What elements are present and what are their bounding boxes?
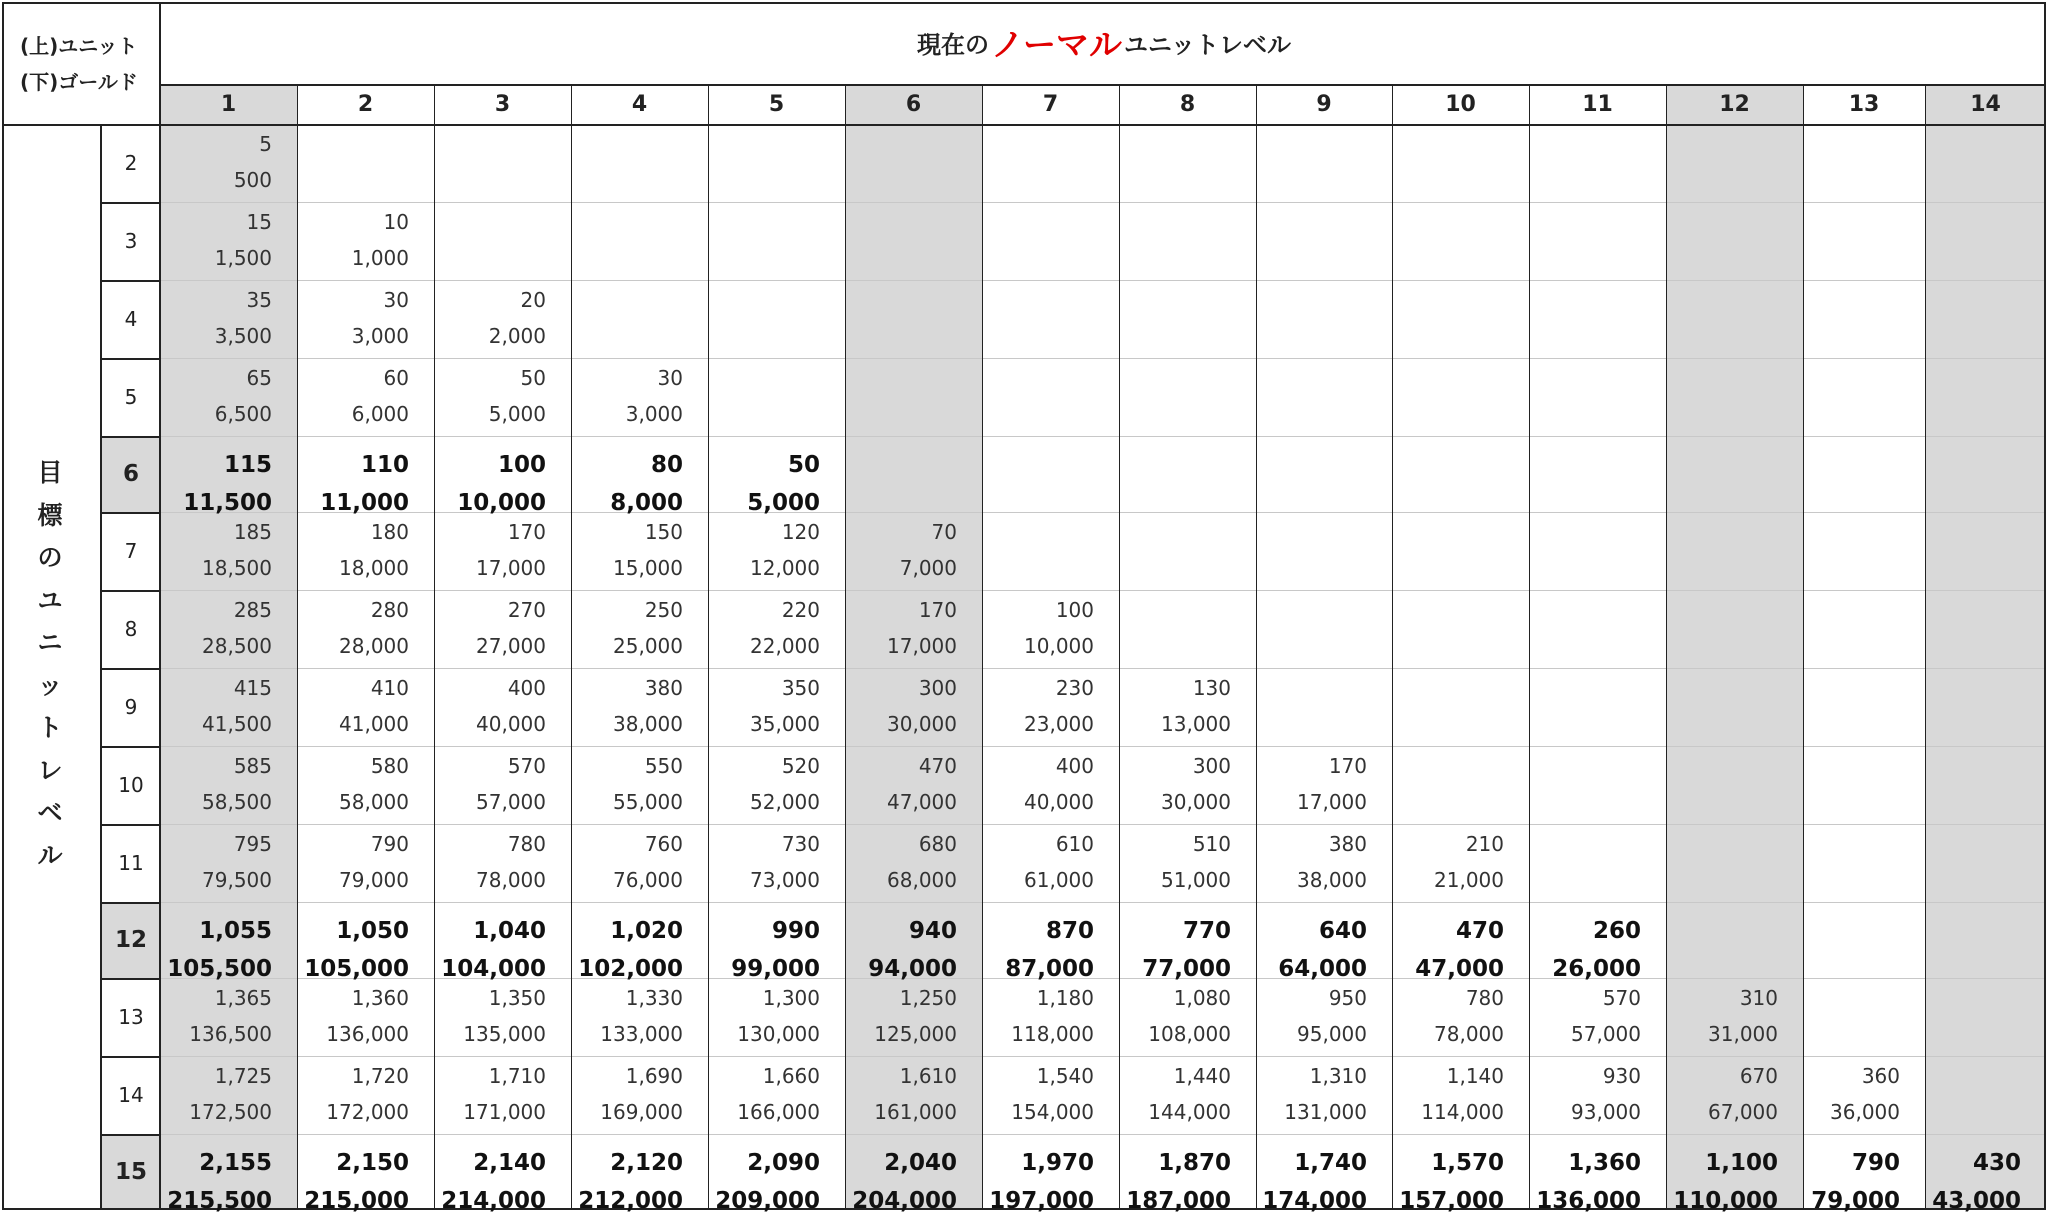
- gold-value: 23,000: [1024, 712, 1094, 736]
- gold-value: 58,500: [202, 790, 272, 814]
- grid-row-line: [160, 902, 2046, 903]
- row-header-13: 13: [118, 1005, 144, 1029]
- gold-value: 47,000: [1415, 956, 1504, 982]
- row-header-12: 12: [114, 927, 147, 953]
- row-header-15: 15: [114, 1159, 147, 1185]
- gold-value: 118,000: [1011, 1022, 1094, 1046]
- gold-value: 58,000: [339, 790, 409, 814]
- gold-value: 35,000: [750, 712, 820, 736]
- unit-value: 5: [259, 132, 272, 156]
- unit-value: 1,310: [1309, 1064, 1367, 1088]
- row-header-2: 2: [124, 151, 138, 175]
- gold-value: 99,000: [731, 956, 820, 982]
- unit-value: 410: [370, 676, 409, 700]
- unit-value: 220: [781, 598, 820, 622]
- gold-value: 13,000: [1161, 712, 1231, 736]
- unit-value: 100: [1055, 598, 1094, 622]
- row-header-8: 8: [124, 617, 138, 641]
- column-header-9: 9: [1316, 91, 1332, 117]
- row-header-6: 6: [122, 461, 139, 487]
- unit-value: 350: [781, 676, 820, 700]
- gold-value: 125,000: [874, 1022, 957, 1046]
- unit-value: 70: [931, 520, 957, 544]
- gold-value: 76,000: [613, 868, 683, 892]
- vertical-label-char: ユ: [37, 585, 63, 615]
- gold-value: 64,000: [1278, 956, 1367, 982]
- unit-value: 130: [1192, 676, 1231, 700]
- gold-value: 40,000: [476, 712, 546, 736]
- unit-value: 400: [507, 676, 546, 700]
- unit-value: 15: [246, 210, 272, 234]
- unit-value: 950: [1328, 986, 1367, 1010]
- unit-value: 150: [644, 520, 683, 544]
- gold-value: 110,000: [1673, 1188, 1778, 1214]
- vertical-label-char: ニ: [37, 628, 63, 657]
- gold-value: 108,000: [1148, 1022, 1231, 1046]
- unit-value: 585: [233, 754, 272, 778]
- gold-value: 2,000: [488, 324, 546, 348]
- unit-value: 2,150: [336, 1150, 409, 1176]
- unit-value: 510: [1192, 832, 1231, 856]
- gold-value: 102,000: [578, 956, 683, 982]
- gold-value: 73,000: [750, 868, 820, 892]
- gold-value: 136,000: [1536, 1188, 1641, 1214]
- gold-value: 30,000: [1161, 790, 1231, 814]
- gold-value: 6,000: [351, 402, 409, 426]
- unit-value: 50: [787, 452, 820, 478]
- unit-value: 1,440: [1173, 1064, 1231, 1088]
- row-header-5: 5: [124, 385, 138, 409]
- gold-value: 21,000: [1434, 868, 1504, 892]
- unit-value: 790: [370, 832, 409, 856]
- gold-value: 95,000: [1297, 1022, 1367, 1046]
- gold-value: 18,000: [339, 556, 409, 580]
- unit-value: 670: [1739, 1064, 1778, 1088]
- gold-value: 27,000: [476, 634, 546, 658]
- unit-value: 1,365: [214, 986, 272, 1010]
- unit-value: 1,610: [899, 1064, 957, 1088]
- column-header-12: 12: [1719, 91, 1750, 117]
- unit-value: 300: [1192, 754, 1231, 778]
- unit-value: 1,725: [214, 1064, 272, 1088]
- gold-value: 17,000: [476, 556, 546, 580]
- unit-value: 570: [507, 754, 546, 778]
- unit-value: 2,090: [747, 1150, 820, 1176]
- gold-value: 12,000: [750, 556, 820, 580]
- column-header-7: 7: [1042, 91, 1059, 117]
- column-header-11: 11: [1582, 91, 1613, 117]
- gold-value: 172,500: [189, 1100, 272, 1124]
- grid-row-line: [160, 1134, 2046, 1135]
- unit-value: 260: [1592, 918, 1641, 944]
- gold-value: 5,000: [747, 490, 820, 516]
- gold-value: 1,500: [214, 246, 272, 270]
- unit-value: 1,050: [336, 918, 409, 944]
- row-header-7: 7: [124, 539, 138, 563]
- gold-value: 68,000: [887, 868, 957, 892]
- gold-value: 154,000: [1011, 1100, 1094, 1124]
- unit-value: 1,140: [1446, 1064, 1504, 1088]
- column-header-2: 2: [357, 91, 374, 117]
- unit-value: 1,540: [1036, 1064, 1094, 1088]
- gold-value: 214,000: [441, 1188, 546, 1214]
- gold-value: 136,500: [189, 1022, 272, 1046]
- gold-value: 31,000: [1708, 1022, 1778, 1046]
- column-header-10: 10: [1445, 91, 1476, 117]
- target-level-vertical-label: [0, 452, 100, 877]
- gold-value: 169,000: [600, 1100, 683, 1124]
- row-header-14: 14: [118, 1083, 144, 1107]
- unit-value: 2,120: [610, 1150, 683, 1176]
- unit-value: 1,180: [1036, 986, 1094, 1010]
- gold-value: 11,000: [320, 490, 409, 516]
- unit-value: 360: [1861, 1064, 1900, 1088]
- gold-value: 28,500: [202, 634, 272, 658]
- unit-value: 930: [1602, 1064, 1641, 1088]
- gold-value: 105,000: [304, 956, 409, 982]
- column-header-1: 1: [220, 91, 237, 117]
- gold-value: 171,000: [463, 1100, 546, 1124]
- gold-value: 93,000: [1571, 1100, 1641, 1124]
- gold-value: 172,000: [326, 1100, 409, 1124]
- gold-value: 7,000: [899, 556, 957, 580]
- unit-value: 1,360: [351, 986, 409, 1010]
- gold-value: 30,000: [887, 712, 957, 736]
- unit-value: 580: [370, 754, 409, 778]
- unit-value: 1,040: [473, 918, 546, 944]
- header-divider: [2, 124, 2046, 126]
- gold-value: 41,000: [339, 712, 409, 736]
- unit-value: 230: [1055, 676, 1094, 700]
- gold-value: 135,000: [463, 1022, 546, 1046]
- unit-value: 730: [781, 832, 820, 856]
- unit-value: 20: [520, 288, 546, 312]
- gold-value: 78,000: [1434, 1022, 1504, 1046]
- gold-value: 114,000: [1421, 1100, 1504, 1124]
- gold-value: 61,000: [1024, 868, 1094, 892]
- gold-value: 1,000: [351, 246, 409, 270]
- unit-value: 990: [771, 918, 820, 944]
- gold-value: 15,000: [613, 556, 683, 580]
- unit-value: 80: [650, 452, 683, 478]
- unit-value: 1,055: [199, 918, 272, 944]
- gold-value: 10,000: [1024, 634, 1094, 658]
- border-right: [2044, 2, 2046, 1210]
- vertical-label-char: ッ: [37, 670, 63, 700]
- gold-value: 215,500: [167, 1188, 272, 1214]
- title-suffix: ユニットレベル: [1123, 30, 1292, 59]
- gold-value: 43,000: [1932, 1188, 2021, 1214]
- unit-value: 2,140: [473, 1150, 546, 1176]
- row-header-11: 11: [118, 851, 144, 875]
- unit-value: 470: [1455, 918, 1504, 944]
- unit-value: 270: [507, 598, 546, 622]
- gold-value: 17,000: [1297, 790, 1367, 814]
- grid-row-line: [160, 668, 2046, 669]
- gold-value: 40,000: [1024, 790, 1094, 814]
- gold-value: 38,000: [613, 712, 683, 736]
- gold-value: 78,000: [476, 868, 546, 892]
- column-header-4: 4: [631, 91, 648, 117]
- gold-value: 47,000: [887, 790, 957, 814]
- gold-value: 161,000: [874, 1100, 957, 1124]
- gold-value: 11,500: [183, 490, 272, 516]
- unit-value: 115: [223, 452, 272, 478]
- unit-value: 170: [507, 520, 546, 544]
- unit-value: 610: [1055, 832, 1094, 856]
- gold-value: 79,000: [1811, 1188, 1900, 1214]
- gold-value: 197,000: [989, 1188, 1094, 1214]
- vertical-label-char: ル: [37, 840, 63, 870]
- grid-row-line: [160, 824, 2046, 825]
- row-header-4: 4: [124, 307, 138, 331]
- gold-value: 136,000: [326, 1022, 409, 1046]
- unit-value: 10: [383, 210, 409, 234]
- unit-value: 100: [497, 452, 546, 478]
- unit-value: 35: [246, 288, 272, 312]
- unit-value: 795: [233, 832, 272, 856]
- gold-value: 36,000: [1830, 1100, 1900, 1124]
- unit-value: 680: [918, 832, 957, 856]
- unit-value: 280: [370, 598, 409, 622]
- gold-value: 28,000: [339, 634, 409, 658]
- unit-value: 110: [360, 452, 409, 478]
- unit-value: 250: [644, 598, 683, 622]
- unit-value: 120: [781, 520, 820, 544]
- gold-value: 204,000: [852, 1188, 957, 1214]
- unit-value: 415: [233, 676, 272, 700]
- unit-value: 210: [1465, 832, 1504, 856]
- grid-row-line: [160, 202, 2046, 203]
- gold-value: 67,000: [1708, 1100, 1778, 1124]
- unit-value: 1,350: [488, 986, 546, 1010]
- gold-value: 87,000: [1005, 956, 1094, 982]
- unit-value: 520: [781, 754, 820, 778]
- vertical-label-char: の: [37, 543, 63, 572]
- gold-value: 18,500: [202, 556, 272, 580]
- title-prefix: 現在の: [916, 30, 989, 59]
- unit-value: 770: [1182, 918, 1231, 944]
- unit-value: 870: [1045, 918, 1094, 944]
- unit-value: 430: [1972, 1150, 2021, 1176]
- grid-row-line: [160, 358, 2046, 359]
- unit-value: 1,570: [1431, 1150, 1504, 1176]
- vertical-label-char: 目: [37, 458, 63, 487]
- unit-value: 380: [1328, 832, 1367, 856]
- column-header-8: 8: [1179, 91, 1196, 117]
- gold-value: 500: [233, 168, 272, 192]
- unit-value: 1,080: [1173, 986, 1231, 1010]
- vertical-label-char: ベ: [37, 798, 63, 827]
- gold-value: 77,000: [1142, 956, 1231, 982]
- unit-value: 60: [383, 366, 409, 390]
- column-header-5: 5: [768, 91, 785, 117]
- unit-value: 790: [1851, 1150, 1900, 1176]
- unit-value: 285: [233, 598, 272, 622]
- unit-value: 940: [908, 918, 957, 944]
- unit-value: 1,360: [1568, 1150, 1641, 1176]
- gold-value: 17,000: [887, 634, 957, 658]
- gold-value: 187,000: [1126, 1188, 1231, 1214]
- unit-value: 2,040: [884, 1150, 957, 1176]
- gold-value: 22,000: [750, 634, 820, 658]
- unit-value: 30: [657, 366, 683, 390]
- gold-value: 6,500: [214, 402, 272, 426]
- column-header-6: 6: [905, 91, 922, 117]
- unit-value: 640: [1318, 918, 1367, 944]
- gold-value: 57,000: [476, 790, 546, 814]
- gold-value: 38,000: [1297, 868, 1367, 892]
- unit-value: 1,250: [899, 986, 957, 1010]
- gold-value: 5,000: [488, 402, 546, 426]
- grid-row-line: [160, 1056, 2046, 1057]
- unit-value: 50: [520, 366, 546, 390]
- unit-value: 1,020: [610, 918, 683, 944]
- unit-value: 180: [370, 520, 409, 544]
- row-header-9: 9: [124, 695, 138, 719]
- row-header-3: 3: [124, 229, 138, 253]
- unit-value: 170: [1328, 754, 1367, 778]
- unit-value: 2,155: [199, 1150, 272, 1176]
- unit-value: 1,100: [1705, 1150, 1778, 1176]
- shaded-column-14: [1925, 84, 2046, 1210]
- gold-value: 174,000: [1262, 1188, 1367, 1214]
- unit-value: 65: [246, 366, 272, 390]
- column-header-14: 14: [1970, 91, 2001, 117]
- unit-value: 760: [644, 832, 683, 856]
- gold-value: 157,000: [1399, 1188, 1504, 1214]
- unit-value: 780: [507, 832, 546, 856]
- gold-value: 8,000: [610, 490, 683, 516]
- gold-value: 79,500: [202, 868, 272, 892]
- vertical-label-char: 標: [37, 500, 63, 530]
- unit-value: 310: [1739, 986, 1778, 1010]
- gold-value: 41,500: [202, 712, 272, 736]
- unit-value: 1,740: [1294, 1150, 1367, 1176]
- unit-value: 380: [644, 676, 683, 700]
- vertical-label-char: ト: [37, 713, 63, 742]
- column-header-13: 13: [1848, 91, 1880, 117]
- unit-value: 1,660: [762, 1064, 820, 1088]
- unit-value: 780: [1465, 986, 1504, 1010]
- gold-value: 3,500: [214, 324, 272, 348]
- gold-value: 212,000: [578, 1188, 683, 1214]
- column-line: [1925, 84, 1926, 1210]
- gold-value: 3,000: [351, 324, 409, 348]
- unit-value: 170: [918, 598, 957, 622]
- unit-value: 1,690: [625, 1064, 683, 1088]
- legend-bottom-label: (下)ゴールド: [20, 70, 138, 94]
- gold-value: 57,000: [1571, 1022, 1641, 1046]
- gold-value: 26,000: [1552, 956, 1641, 982]
- gold-value: 94,000: [868, 956, 957, 982]
- gold-value: 105,500: [167, 956, 272, 982]
- gold-value: 10,000: [457, 490, 546, 516]
- column-header-3: 3: [494, 91, 511, 117]
- unit-value: 185: [233, 520, 272, 544]
- gold-value: 144,000: [1148, 1100, 1231, 1124]
- unit-value: 1,330: [625, 986, 683, 1010]
- unit-value: 1,720: [351, 1064, 409, 1088]
- grid-row-line: [160, 590, 2046, 591]
- gold-value: 131,000: [1284, 1100, 1367, 1124]
- grid-row-line: [160, 436, 2046, 437]
- row-header-10: 10: [118, 773, 144, 797]
- gold-value: 215,000: [304, 1188, 409, 1214]
- unit-value: 470: [918, 754, 957, 778]
- gold-value: 52,000: [750, 790, 820, 814]
- unit-value: 1,300: [762, 986, 820, 1010]
- gold-value: 133,000: [600, 1022, 683, 1046]
- unit-value: 1,870: [1158, 1150, 1231, 1176]
- vertical-label-char: レ: [37, 755, 63, 785]
- unit-value: 300: [918, 676, 957, 700]
- gold-value: 55,000: [613, 790, 683, 814]
- unit-value: 30: [383, 288, 409, 312]
- gold-value: 25,000: [613, 634, 683, 658]
- grid-row-line: [160, 746, 2046, 747]
- gold-value: 166,000: [737, 1100, 820, 1124]
- title-highlight: ノーマル: [990, 24, 1122, 64]
- unit-value: 570: [1602, 986, 1641, 1010]
- gold-value: 3,000: [625, 402, 683, 426]
- table-title: [160, 0, 2048, 84]
- gold-value: 51,000: [1161, 868, 1231, 892]
- unit-value: 1,970: [1021, 1150, 1094, 1176]
- gold-value: 209,000: [715, 1188, 820, 1214]
- unit-value: 1,710: [488, 1064, 546, 1088]
- grid-row-line: [160, 280, 2046, 281]
- legend-top-label: (上)ユニット: [20, 34, 138, 58]
- gold-value: 104,000: [441, 956, 546, 982]
- column-line: [1803, 84, 1804, 1210]
- unit-value: 550: [644, 754, 683, 778]
- gold-value: 79,000: [339, 868, 409, 892]
- gold-value: 130,000: [737, 1022, 820, 1046]
- unit-value: 400: [1055, 754, 1094, 778]
